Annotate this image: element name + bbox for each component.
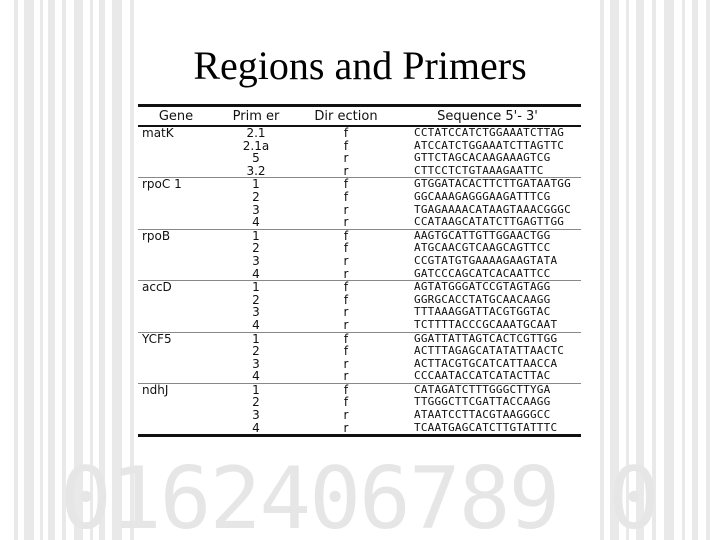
- direction-cell: f: [298, 178, 394, 191]
- gene-cell: [138, 422, 214, 436]
- gene-group: [138, 229, 581, 280]
- direction-cell: f: [343, 126, 349, 140]
- table-row: [138, 216, 581, 229]
- gene-cell: [138, 306, 214, 319]
- sequence-cell: TCAATGAGCATCTTGTATTTC: [394, 422, 581, 436]
- gene-cell: [138, 204, 214, 217]
- primer-cell: 3: [252, 253, 260, 268]
- primer-cell: 4: [214, 422, 298, 436]
- sequence-cell: CCGTATGTGAAAAGAAGTATA: [414, 253, 558, 267]
- direction-cell: r: [343, 215, 349, 230]
- gene-cell: [138, 242, 214, 255]
- sequence-cell: CATAGATCTTTGGGCTTYGA: [394, 383, 581, 396]
- header-direction: Dir ection: [298, 106, 394, 127]
- sequence-cell: AAGTGCATTGTTGGAACTGG: [394, 229, 581, 242]
- direction-cell: f: [298, 281, 394, 294]
- gene-cell: accD: [138, 281, 214, 294]
- primer-table: [138, 104, 581, 437]
- table-row: [138, 191, 581, 204]
- direction-cell: f: [343, 292, 349, 307]
- gene-cell: [138, 294, 214, 307]
- primer-cell: 1: [214, 332, 298, 345]
- primer-cell: 3: [252, 408, 260, 423]
- gene-cell: [138, 140, 214, 153]
- gene-cell: [138, 191, 214, 204]
- table-row: [138, 345, 581, 358]
- gene-cell: YCF5: [138, 332, 214, 345]
- primer-cell: 3: [252, 305, 260, 320]
- sequence-cell: CCCAATACCATCATACTTAC: [414, 369, 551, 383]
- background-digits: 0162406789 0: [60, 449, 660, 540]
- sequence-cell: GTTCTAGCACAAGAAAGTCG: [414, 151, 551, 165]
- gene-cell: [138, 345, 214, 358]
- sequence-cell: GATCCCAGCATCACAATTCC: [414, 266, 551, 280]
- sequence-cell: TTTAAAGGATTACGTGGTAC: [414, 305, 551, 319]
- table-row: [138, 165, 581, 178]
- primer-cell: 3: [252, 356, 260, 371]
- sequence-cell: ACTTACGTGCATCATTAACCA: [414, 356, 558, 370]
- primer-cell: 2: [252, 189, 260, 204]
- gene-cell: rpoB: [138, 229, 214, 242]
- direction-cell: r: [298, 422, 394, 436]
- primer-cell: 4: [252, 215, 260, 230]
- direction-cell: r: [343, 305, 349, 320]
- table-row: [138, 255, 581, 268]
- primer-cell: 2.1: [246, 126, 266, 140]
- gene-group: [138, 383, 581, 435]
- table-row: [138, 422, 581, 436]
- direction-cell: r: [343, 253, 349, 268]
- gene-cell: [138, 358, 214, 371]
- gene-group: [138, 332, 581, 383]
- direction-cell: f: [343, 395, 349, 410]
- direction-cell: f: [343, 138, 349, 153]
- direction-cell: f: [298, 332, 394, 345]
- gene-group: [138, 281, 581, 332]
- direction-cell: r: [343, 163, 349, 178]
- table-row: [138, 178, 581, 191]
- direction-cell: f: [343, 189, 349, 204]
- gene-cell: matK: [142, 126, 174, 140]
- sequence-cell: TTGGGCTTCGATTACCAAGG: [414, 395, 551, 409]
- slide-title: Regions and Primers: [193, 43, 527, 88]
- table-row: [138, 319, 581, 332]
- gene-cell: [138, 216, 214, 229]
- table-row: [138, 370, 581, 383]
- sequence-cell: TCTTTTACCCGCAAATGCAAT: [414, 317, 558, 331]
- direction-cell: r: [343, 369, 349, 384]
- direction-cell: f: [343, 241, 349, 256]
- sequence-cell: CCATAAGCATATCTTGAGTTGG: [414, 215, 565, 229]
- table-header: [138, 106, 581, 127]
- sequence-cell: ATAATCCTTACGTAAGGGCC: [414, 408, 551, 422]
- sequence-cell: ATGCAACGTCAAGCAGTTCC: [414, 241, 551, 255]
- sequence-cell: ACTTTAGAGCATATATTAACTC: [414, 344, 565, 358]
- primer-cell: 5: [252, 151, 260, 166]
- direction-cell: f: [298, 383, 394, 396]
- gene-cell: [138, 370, 214, 383]
- primer-cell: 2: [252, 292, 260, 307]
- sequence-cell: GTGGATACACTTCTTGATAATGG: [394, 178, 581, 191]
- sequence-cell: CCTATCCATCTGGAAATCTTAG: [414, 126, 565, 139]
- sequence-cell: GGRGCACCTATGCAACAAGG: [414, 292, 551, 306]
- primer-cell: 1: [214, 229, 298, 242]
- gene-cell: rpoC 1: [138, 178, 214, 191]
- sequence-cell: GGATTATTAGTCACTCGTTGG: [394, 332, 581, 345]
- gene-cell: [138, 152, 214, 165]
- primer-cell: 2: [252, 395, 260, 410]
- gene-cell: [138, 268, 214, 281]
- table-row: [138, 268, 581, 281]
- gene-cell: [138, 255, 214, 268]
- sequence-cell: CTTCCTCTGTAAAGAATTC: [414, 163, 544, 177]
- direction-cell: r: [343, 151, 349, 166]
- primer-cell: 2: [252, 344, 260, 359]
- direction-cell: r: [343, 266, 349, 281]
- sequence-cell: TGAGAAAACATAAGTAAACGGGC: [414, 202, 571, 216]
- sequence-cell: GGCAAAGAGGGAAGATTTCG: [414, 189, 551, 203]
- direction-cell: r: [343, 408, 349, 423]
- gene-group: [138, 126, 581, 178]
- primer-cell: 1: [214, 178, 298, 191]
- primer-cell: 2: [252, 241, 260, 256]
- direction-cell: f: [298, 229, 394, 242]
- direction-cell: r: [343, 317, 349, 332]
- primer-cell: 1: [214, 281, 298, 294]
- primer-cell: 4: [252, 317, 260, 332]
- direction-cell: r: [343, 356, 349, 371]
- gene-cell: [138, 409, 214, 422]
- table-row: [138, 281, 581, 294]
- gene-group: [138, 178, 581, 229]
- primer-cell: 3: [252, 202, 260, 217]
- sequence-cell: AGTATGGGATCCGTAGTAGG: [394, 281, 581, 294]
- gene-cell: ndhJ: [138, 383, 214, 396]
- table-row: [138, 126, 581, 140]
- direction-cell: r: [343, 202, 349, 217]
- gene-cell: [138, 319, 214, 332]
- sequence-cell: ATCCATCTGGAAATCTTAGTTC: [414, 138, 565, 152]
- primer-cell: 2.1a: [242, 138, 270, 153]
- primer-cell: 4: [252, 266, 260, 281]
- table-row: [138, 409, 581, 422]
- gene-cell: [138, 396, 214, 409]
- header-sequence: Sequence 5'- 3': [394, 106, 581, 127]
- primer-cell: 4: [252, 369, 260, 384]
- header-gene: Gene: [138, 106, 214, 127]
- gene-cell: [138, 165, 214, 178]
- primer-cell: 1: [214, 383, 298, 396]
- direction-cell: f: [343, 344, 349, 359]
- table-row: [138, 152, 581, 165]
- primer-cell: 3.2: [246, 163, 266, 178]
- header-primer: Prim er: [214, 106, 298, 127]
